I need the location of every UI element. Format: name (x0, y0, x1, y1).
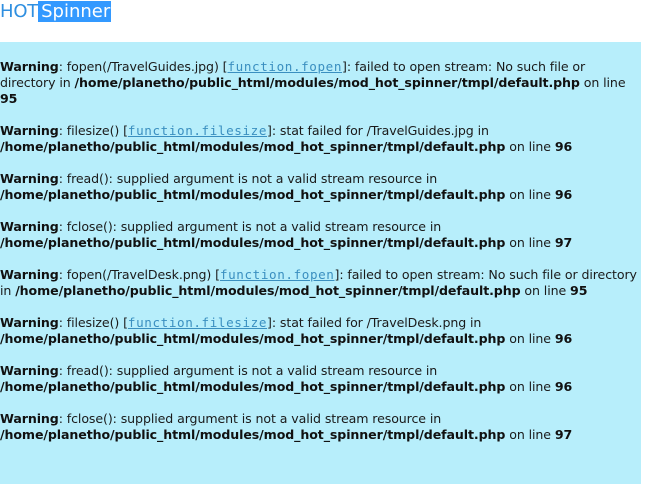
warning-message: : filesize() [ (58, 123, 128, 138)
warning-label: Warning (0, 363, 59, 378)
php-warning (0, 123, 641, 155)
warning-message: ]: stat failed for /TravelGuides.jpg in (267, 123, 489, 138)
warning-file-path: /home/planetho/public_html/modules/mod_hot_spinner/tmpl/default.php (0, 139, 506, 154)
warning-label: Warning (0, 411, 59, 426)
warning-label: Warning (0, 59, 59, 74)
php-warning (0, 363, 641, 395)
warning-line-text: on line (520, 283, 571, 298)
warning-message: : filesize() [ (58, 315, 128, 330)
warning-file-path: /home/planetho/public_html/modules/mod_hot_spinner/tmpl/default.php (15, 283, 521, 298)
warning-message: ]: failed to open stream: No such file or directory in (0, 59, 586, 90)
warning-line-number: 97 (554, 427, 573, 442)
warning-line-text: on line (505, 379, 555, 394)
warning-line-number: 96 (554, 139, 573, 154)
warning-message: ]: failed to open stream: No such file or directory in (0, 267, 637, 298)
module-title (0, 1, 111, 23)
php-warning (0, 171, 641, 203)
warning-message: : fclose(): supplied argument is not a valid stream resource in (58, 219, 442, 234)
warning-label: Warning (0, 267, 59, 282)
php-warning (0, 219, 641, 251)
warning-message: : fopen(/TravelDesk.png) [ (58, 267, 220, 282)
warning-message: ]: stat failed for /TravelDesk.png in (267, 315, 482, 330)
warning-message: : fclose(): supplied argument is not a valid stream resource in (58, 411, 442, 426)
warning-line-text: on line (505, 187, 555, 202)
warning-file-path: /home/planetho/public_html/modules/mod_hot_spinner/tmpl/default.php (0, 187, 506, 202)
warning-line-number: 96 (554, 379, 573, 394)
function-doc-link[interactable]: function.fopen (227, 59, 343, 74)
warning-line-text: on line (505, 235, 555, 250)
warning-file-path: /home/planetho/public_html/modules/mod_hot_spinner/tmpl/default.php (74, 75, 580, 90)
warning-line-number: 96 (554, 331, 573, 346)
warning-label: Warning (0, 315, 59, 330)
module-title-hot: HOT (0, 1, 39, 22)
warning-line-text: on line (579, 75, 626, 90)
php-warning (0, 267, 641, 299)
function-doc-link[interactable]: function.filesize (127, 123, 268, 138)
php-warning (0, 59, 641, 107)
warning-line-text: on line (505, 331, 555, 346)
warning-message: : fopen(/TravelGuides.jpg) [ (58, 59, 228, 74)
warning-label: Warning (0, 123, 59, 138)
warning-label: Warning (0, 219, 59, 234)
function-doc-link[interactable]: function.filesize (127, 315, 268, 330)
php-warning (0, 411, 641, 443)
warning-line-text: on line (505, 139, 555, 154)
php-warnings-panel (0, 42, 641, 484)
warning-file-path: /home/planetho/public_html/modules/mod_hot_spinner/tmpl/default.php (0, 427, 506, 442)
php-warning (0, 315, 641, 347)
warning-file-path: /home/planetho/public_html/modules/mod_hot_spinner/tmpl/default.php (0, 235, 506, 250)
function-doc-link[interactable]: function.fopen (219, 267, 335, 282)
warning-file-path: /home/planetho/public_html/modules/mod_hot_spinner/tmpl/default.php (0, 379, 506, 394)
warning-line-text: on line (505, 427, 555, 442)
warning-line-number: 95 (0, 91, 18, 106)
warning-message: : fread(): supplied argument is not a valid stream resource in (58, 363, 438, 378)
warning-file-path: /home/planetho/public_html/modules/mod_hot_spinner/tmpl/default.php (0, 331, 506, 346)
warning-line-number: 96 (554, 187, 573, 202)
module-title-selected[interactable]: Spinner (38, 1, 111, 22)
warning-line-number: 95 (570, 283, 588, 298)
warning-line-number: 97 (554, 235, 573, 250)
warning-label: Warning (0, 171, 59, 186)
warning-message: : fread(): supplied argument is not a valid stream resource in (58, 171, 438, 186)
